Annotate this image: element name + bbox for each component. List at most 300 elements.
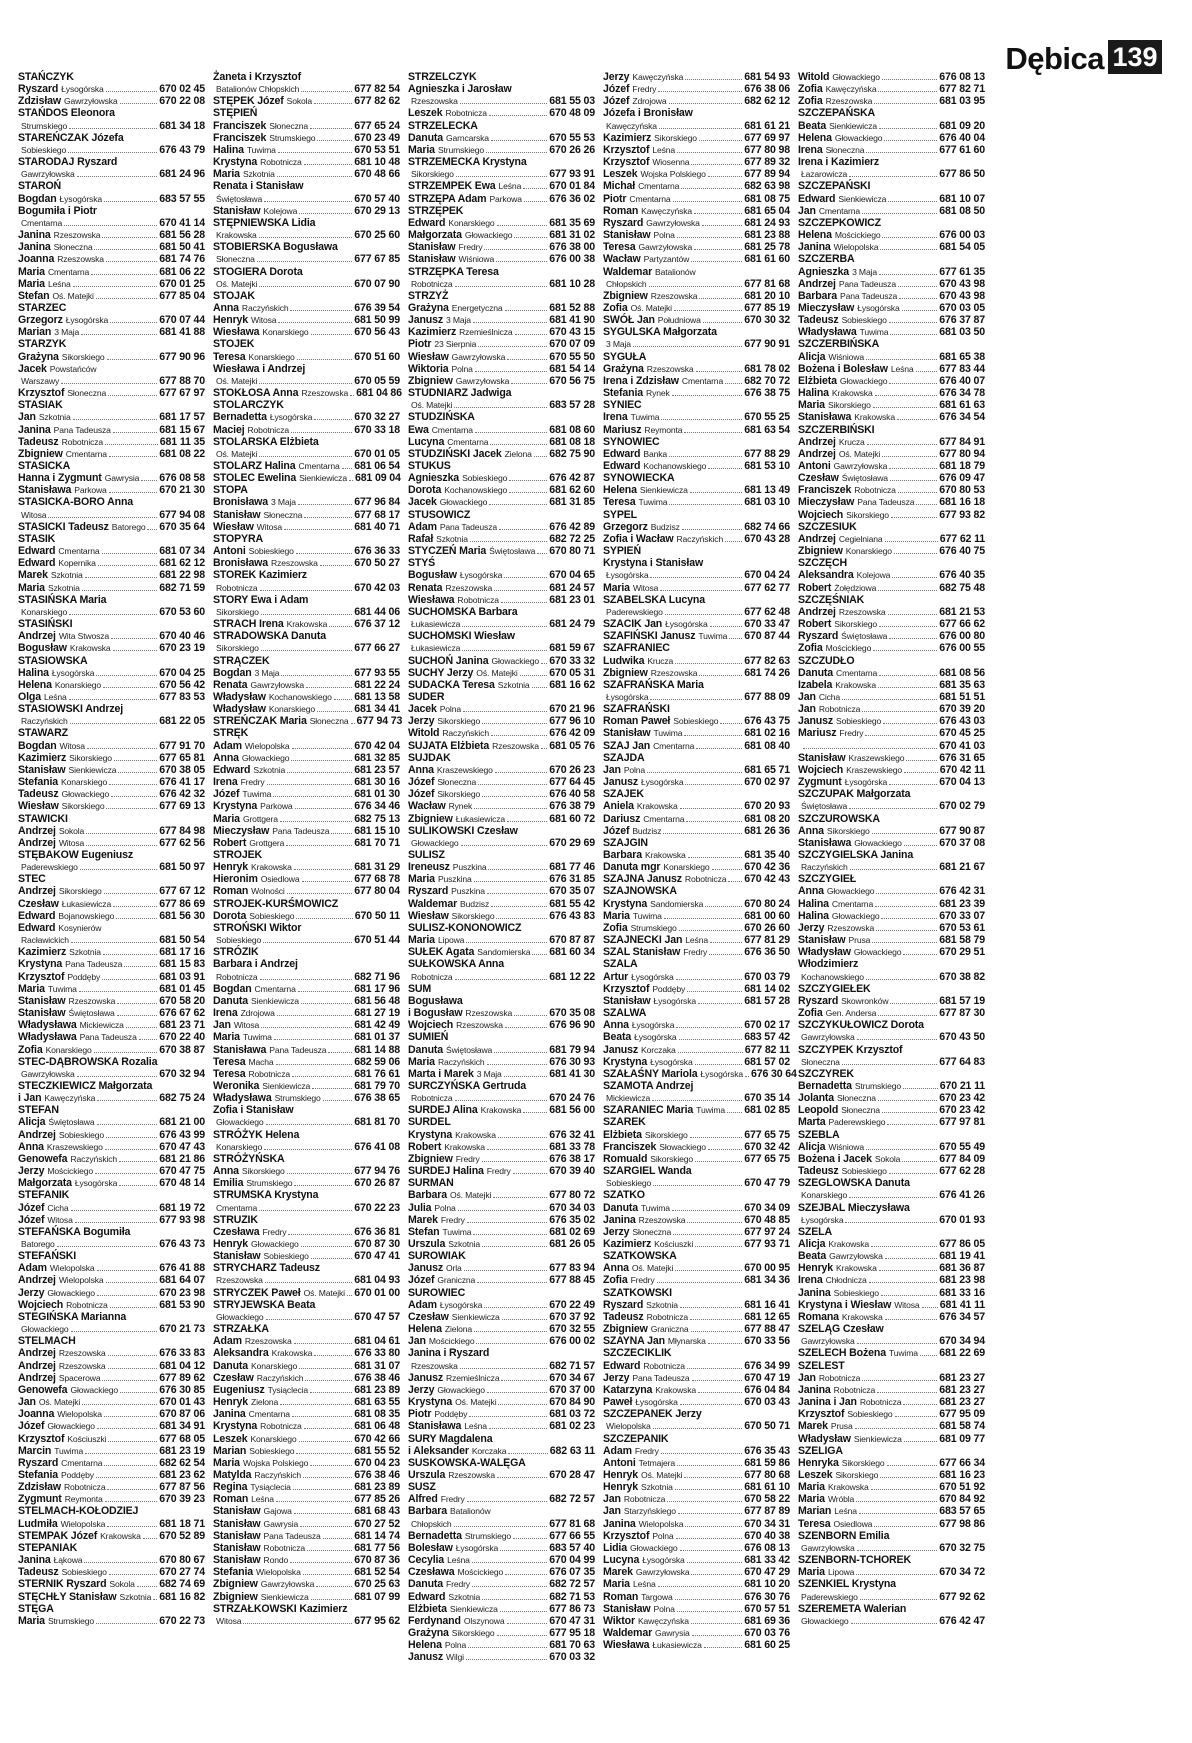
entry-name: Tadeusz	[798, 314, 839, 327]
dot-leader	[889, 375, 937, 384]
dot-leader	[669, 496, 742, 505]
entry-name: Anna	[213, 1165, 239, 1178]
entry-phone: 681 61 10	[744, 1481, 790, 1494]
entry-phone: 676 30 93	[549, 1055, 595, 1068]
entry-name: Joanna	[18, 253, 55, 266]
surname-heading: STOGIERA Dorota	[213, 265, 303, 278]
dot-leader	[118, 764, 157, 773]
entry-street: Słoneczna	[263, 509, 303, 520]
entry-name: Bolesław	[408, 1541, 453, 1554]
dot-leader	[673, 193, 743, 202]
dot-leader	[108, 1360, 158, 1369]
dot-leader	[699, 667, 742, 676]
entry-phone: 670 29 51	[939, 946, 985, 959]
entry-phone: 677 82 54	[354, 83, 400, 96]
directory-entry	[603, 424, 790, 436]
dot-leader	[875, 898, 937, 907]
entry-name: Waldemar	[603, 265, 653, 278]
entry-name: Janina i Jan	[798, 1396, 857, 1409]
dot-leader	[879, 120, 937, 129]
directory-entry	[603, 1323, 790, 1335]
directory-entry	[408, 667, 595, 679]
dot-leader	[687, 1214, 742, 1223]
entry-name: Andrzej	[798, 605, 836, 618]
dot-leader	[859, 1505, 937, 1514]
entry-street: Sikorskiego	[69, 752, 112, 763]
entry-phone: 670 35 07	[549, 885, 595, 898]
entry-street: Głowackiego	[839, 375, 888, 386]
entry-street: Oś. Matejki	[411, 400, 453, 411]
dot-leader	[489, 496, 547, 505]
dot-leader	[314, 1347, 352, 1356]
directory-entry	[213, 156, 400, 168]
entry-name: Jerzy	[603, 1225, 630, 1238]
surname-heading: Zofia i Stanisław	[213, 1104, 294, 1117]
dot-leader	[532, 679, 548, 688]
dot-leader	[487, 1056, 548, 1065]
entry-name: Jan	[798, 703, 816, 716]
entry-name: Jerzy	[603, 1371, 630, 1384]
entry-name: SUCHOŃ Janina	[408, 654, 489, 667]
entry-name: Jan	[603, 1493, 621, 1506]
entry-street: Krakowska	[100, 1530, 141, 1541]
directory-entry	[213, 1396, 400, 1408]
entry-name: Marta i Marek	[408, 1067, 474, 1080]
entry-street: Racławickich	[21, 935, 69, 946]
surname-heading: SZAFRAŃSKA Maria	[603, 678, 704, 691]
entry-street: Cmentarna	[61, 1457, 103, 1468]
directory-entry	[213, 703, 400, 715]
entry-phone: 681 23 19	[159, 1444, 205, 1457]
entry-street: Kochanowskiego	[268, 691, 332, 702]
entry-phone: 670 32 75	[939, 1541, 985, 1554]
dot-leader	[294, 1505, 352, 1514]
surname-heading: SZELEST	[798, 1359, 845, 1372]
dot-leader	[500, 1603, 548, 1612]
dot-leader	[708, 1141, 742, 1150]
directory-entry	[798, 1189, 985, 1201]
entry-phone: 670 20 93	[744, 800, 790, 813]
entry-name: Edward	[213, 763, 251, 776]
directory-entry	[408, 1445, 595, 1457]
entry-name: Mariusz	[798, 727, 837, 740]
entry-phone: 681 03 10	[744, 496, 790, 509]
dot-leader	[877, 1384, 937, 1393]
directory-entry	[213, 679, 400, 691]
dot-leader	[878, 679, 937, 688]
entry-street: Puszkina	[452, 862, 487, 873]
directory-entry	[603, 448, 790, 460]
entry-street: Świętosława	[48, 1117, 95, 1128]
entry-street: Rzemieślnicza	[446, 1372, 500, 1383]
directory-entry	[408, 107, 595, 119]
entry-phone: 677 61 35	[939, 265, 985, 278]
dot-leader	[663, 825, 742, 834]
directory-entry	[18, 545, 205, 557]
dot-leader	[278, 144, 352, 153]
directory-entry	[213, 813, 400, 825]
directory-entry	[603, 1299, 790, 1311]
entry-street: Łysogórska	[857, 302, 900, 313]
entry-phone: 676 43 73	[159, 1238, 205, 1250]
entry-name: Józef	[18, 1201, 45, 1214]
dot-leader	[259, 278, 352, 287]
entry-street: Robotnicza	[247, 424, 289, 435]
directory-entry	[798, 1615, 985, 1627]
entry-street: Konarskiego	[262, 327, 309, 338]
directory-entry	[408, 715, 595, 727]
directory-entry	[213, 1080, 400, 1092]
directory-entry	[18, 1238, 205, 1250]
entry-street: Budzisz	[460, 898, 490, 909]
directory-entry	[408, 569, 595, 581]
directory-entry	[603, 825, 790, 837]
dot-leader	[290, 302, 352, 311]
entry-phone: 670 34 72	[939, 1566, 985, 1579]
entry-name: Janina	[18, 229, 51, 242]
entry-name: Bronisława	[213, 557, 269, 570]
dot-leader	[98, 557, 157, 566]
entry-phone: 681 16 23	[939, 1468, 985, 1481]
entry-name: Maciej	[213, 423, 245, 436]
dot-leader	[259, 1202, 352, 1211]
directory-entry	[603, 1542, 790, 1554]
entry-phone: 681 15 10	[354, 824, 400, 837]
entry-street: Sienkiewicza	[639, 485, 688, 496]
directory-entry	[603, 1639, 790, 1651]
dot-leader	[903, 1396, 937, 1405]
directory-entry	[603, 873, 790, 885]
entry-phone: 676 41 17	[159, 776, 205, 789]
entry-phone: 677 93 98	[159, 1213, 205, 1226]
directory-entry	[408, 351, 595, 363]
entry-name: Tadeusz	[18, 1566, 59, 1579]
entry-name: Czesława	[213, 1225, 260, 1238]
surname-heading: SZAREK	[603, 1116, 646, 1129]
directory-entry	[18, 885, 205, 897]
entry-phone: 670 38 05	[159, 763, 205, 776]
surname-heading: STASICKA	[18, 460, 71, 472]
directory-entry	[603, 715, 790, 727]
dot-leader	[464, 1262, 548, 1271]
dot-leader	[300, 1518, 352, 1527]
entry-phone: 681 06 48	[354, 1420, 400, 1433]
entry-name: Krzysztof	[18, 1432, 65, 1445]
dot-leader	[259, 229, 353, 238]
entry-street: Sienkiewicza	[829, 120, 877, 131]
directory-entry	[18, 569, 205, 581]
dot-leader	[537, 545, 547, 554]
directory-entry	[603, 521, 790, 533]
entry-phone: 677 82 71	[939, 83, 985, 96]
directory-entry	[603, 1226, 790, 1238]
directory-entry	[18, 314, 205, 326]
entry-phone: 682 71 57	[549, 1359, 595, 1372]
dot-leader	[310, 1384, 352, 1393]
dot-leader	[725, 375, 742, 384]
entry-phone: 681 15 67	[159, 423, 205, 436]
entry-street: Gawrzyłowska	[260, 1579, 315, 1590]
entry-phone: 681 08 35	[354, 1408, 400, 1421]
directory-entry	[798, 83, 985, 95]
directory-entry	[408, 1274, 595, 1286]
entry-name: Jan	[213, 1019, 231, 1032]
entry-name: Andrzej	[18, 1371, 56, 1384]
dot-leader	[68, 144, 157, 153]
directory-entry	[603, 95, 790, 107]
surname-heading: SULISZ	[408, 849, 445, 861]
entry-phone: 681 79 70	[354, 1079, 400, 1092]
entry-phone: 676 30 64	[751, 1067, 797, 1080]
entry-street: Witosa	[216, 1615, 242, 1626]
directory-entry	[18, 1469, 205, 1481]
entry-phone: 670 87 44	[744, 630, 790, 643]
entry-name: Aleksandra	[213, 1347, 269, 1360]
entry-phone: 670 03 05	[939, 301, 985, 314]
surname-heading: SZAMOTA Andrzej	[603, 1079, 694, 1092]
dot-leader	[264, 193, 352, 202]
directory-entry	[798, 776, 985, 788]
directory-entry	[798, 314, 985, 326]
entry-street: Szkotnia	[436, 533, 468, 544]
directory-entry	[408, 496, 595, 508]
entry-phone: 670 21 30	[159, 484, 205, 497]
entry-street: Głowackiego	[801, 1615, 849, 1626]
directory-entry	[603, 849, 790, 861]
entry-street: Orla	[446, 1263, 462, 1274]
entry-phone: 681 01 30	[354, 788, 400, 801]
entry-name: Krystyna	[213, 1420, 258, 1433]
entry-street: Fredry	[455, 1153, 480, 1164]
surname-heading: SZCZEPKOWICZ	[798, 216, 881, 229]
directory-entry	[798, 1153, 985, 1165]
entry-street: Cmentarna	[653, 740, 695, 751]
directory-entry	[798, 667, 985, 679]
directory-entry	[798, 1469, 985, 1481]
entry-phone: 677 85 04	[159, 289, 205, 302]
entry-street: Wilgi	[446, 1652, 464, 1663]
entry-phone: 677 94 73	[356, 715, 403, 728]
entry-name: STRZEMPEK Ewa	[408, 180, 496, 193]
entry-name: Henryk	[603, 1468, 639, 1481]
entry-name: Janina	[603, 1213, 636, 1226]
surname-heading: STEPANIAK	[18, 1541, 78, 1554]
surname-heading: STROJEK	[213, 849, 262, 861]
dot-leader	[849, 800, 937, 809]
entry-phone: 681 02 16	[744, 727, 790, 740]
entry-name: Beata	[798, 119, 827, 132]
directory-entry	[213, 1481, 400, 1493]
entry-street: Fredry	[634, 1445, 659, 1456]
entry-phone: 681 04 61	[354, 1335, 400, 1348]
entry-phone: 670 34 31	[744, 1517, 790, 1530]
entry-street: Tuwima	[698, 631, 728, 642]
entry-street: Głowackiego	[853, 947, 902, 958]
directory-entry	[18, 1202, 205, 1214]
entry-street: Wielopolska	[60, 1518, 106, 1529]
entry-street: Krakowska	[444, 1141, 485, 1152]
dot-leader	[885, 533, 938, 542]
dot-leader	[304, 509, 352, 518]
directory-entry	[18, 630, 205, 642]
directory-entry	[213, 1518, 400, 1530]
dot-leader	[298, 983, 353, 992]
entry-street: Sokola	[109, 1579, 135, 1590]
dot-leader	[889, 460, 937, 469]
entry-phone: 681 18 71	[159, 1517, 205, 1530]
entry-street: Konarskiego	[268, 704, 315, 715]
dot-leader	[892, 569, 937, 578]
surname-heading: STEFAŃSKA Bogumiła	[18, 1225, 131, 1238]
surname-heading: STEC-DĄBROWSKA Rozalia	[18, 1055, 158, 1068]
entry-phone: 670 02 45	[159, 83, 205, 96]
entry-phone: 677 61 60	[939, 143, 985, 156]
dot-leader	[71, 1202, 158, 1211]
entry-phone: 670 05 59	[354, 374, 400, 387]
entry-street: Gawrzyłowska	[833, 461, 888, 471]
entry-phone: 677 80 68	[744, 1468, 790, 1481]
dot-leader	[474, 800, 547, 809]
entry-street: Pana Tadeusza	[439, 521, 497, 532]
entry-street: Tetmajera	[638, 1457, 676, 1468]
dot-leader	[883, 715, 937, 724]
directory-entry	[18, 1068, 205, 1080]
directory-entry	[213, 144, 400, 156]
entry-street: Sobieskiego	[833, 1287, 879, 1298]
directory-entry	[213, 193, 400, 205]
entry-street: Sienkiewicza	[838, 193, 887, 204]
entry-street: Świętosława	[216, 193, 263, 204]
entry-street: Robotnicza	[411, 1093, 453, 1104]
entry-name: Helena	[18, 678, 52, 691]
entry-street: Szkotnia	[50, 570, 83, 581]
entry-phone: 681 22 98	[159, 569, 205, 582]
entry-name: Teresa	[603, 496, 636, 509]
entry-phone: 670 53 60	[159, 605, 205, 618]
directory-entry	[798, 630, 985, 642]
dot-leader	[317, 703, 352, 712]
entry-phone: 681 61 21	[744, 119, 790, 132]
entry-name: Lucyna	[603, 1554, 640, 1567]
entry-street: Graniczna	[437, 1275, 476, 1286]
entry-phone: 681 60 72	[549, 812, 595, 825]
entry-street: Gawrzyłowska	[801, 1032, 855, 1043]
directory-entry	[18, 1116, 205, 1128]
entry-name: Zdzisław	[18, 95, 61, 108]
dot-leader	[884, 132, 937, 141]
directory-entry	[213, 387, 400, 399]
entry-street: Oś. Matejki	[216, 375, 258, 386]
surname-heading: SURY Magdalena	[408, 1432, 493, 1445]
dot-leader	[109, 484, 158, 493]
entry-name: SZAJNECKI Jan	[603, 934, 683, 947]
entry-name: Jolanta	[798, 1092, 835, 1105]
entry-name: STUDZIŃSKI Jacek	[408, 447, 502, 460]
entry-name: Michał	[603, 180, 636, 193]
entry-phone: 677 81 29	[744, 934, 790, 947]
directory-entry	[18, 1347, 205, 1359]
entry-street: Reymonta	[64, 1494, 103, 1505]
directory-entry	[603, 1141, 790, 1153]
dot-leader	[850, 861, 938, 870]
directory-entry	[408, 1141, 595, 1153]
directory-entry	[603, 569, 790, 581]
entry-name: Hanna i Zygmunt	[18, 472, 102, 485]
directory-entry	[603, 813, 790, 825]
directory-entry	[213, 800, 400, 812]
entry-street: Rzeszowska	[53, 230, 101, 241]
directory-entry	[408, 837, 595, 849]
entry-name: Marcin	[18, 1444, 52, 1457]
entry-phone: 677 65 75	[744, 1128, 790, 1141]
entry-phone: 670 53 61	[939, 921, 985, 934]
entry-street: Robotnicza	[61, 436, 104, 447]
entry-street: Skowronków	[841, 995, 889, 1006]
directory-entry	[603, 266, 790, 278]
directory-entry	[408, 898, 595, 910]
dot-leader	[502, 1311, 548, 1320]
entry-street: Cicha	[47, 1202, 69, 1213]
entry-street: Sikorskiego	[216, 606, 259, 617]
dot-leader	[687, 1554, 743, 1563]
directory-entry	[603, 290, 790, 302]
directory-entry	[213, 448, 400, 460]
entry-name: Olga	[18, 690, 41, 703]
dot-leader	[698, 995, 742, 1004]
entry-street: Raczyńskich	[254, 1469, 301, 1480]
entry-street: Gajowa	[263, 1506, 292, 1517]
entry-name: Renata	[408, 581, 443, 594]
surname-heading: SYNOWIEC	[603, 435, 660, 448]
directory-entry	[798, 1007, 985, 1019]
directory-entry	[18, 1615, 205, 1627]
directory-entry	[603, 533, 790, 545]
entry-street: Oś. Matejki	[52, 290, 94, 301]
dot-leader	[486, 144, 547, 153]
dot-leader	[102, 1372, 157, 1381]
entry-street: Witosa	[47, 1214, 73, 1225]
directory-entry	[603, 1360, 790, 1372]
entry-street: Kawęczyńska	[44, 1093, 96, 1104]
directory-entry	[603, 727, 790, 739]
directory-entry	[18, 752, 205, 764]
entry-street: Cmentarna	[298, 461, 340, 471]
entry-name: Maria	[213, 1031, 240, 1044]
directory-entry	[213, 557, 400, 569]
directory-entry	[408, 1202, 595, 1214]
directory-entry	[213, 740, 400, 752]
entry-street: Wielopolska	[49, 1263, 95, 1274]
dot-leader	[260, 971, 353, 980]
entry-phone: 677 86 50	[939, 168, 985, 181]
dot-leader	[889, 1165, 937, 1174]
directory-entry	[18, 1566, 205, 1578]
dot-leader	[676, 1530, 743, 1539]
directory-entry	[798, 411, 985, 423]
entry-name: Bożena i Bolesław	[798, 362, 888, 375]
directory-entry	[18, 1019, 205, 1031]
entry-street: Sikorskiego	[411, 169, 454, 180]
entry-phone: 677 95 09	[939, 1408, 985, 1421]
dot-leader	[307, 1542, 352, 1551]
dot-leader	[695, 1153, 742, 1162]
entry-phone: 682 75 90	[549, 447, 595, 460]
entry-street: Głowackiego	[831, 910, 880, 921]
entry-street: Oś. Matejki	[38, 1397, 81, 1408]
directory-entry	[798, 642, 985, 654]
entry-name: Franciszek	[798, 484, 852, 497]
dot-leader	[491, 898, 547, 907]
